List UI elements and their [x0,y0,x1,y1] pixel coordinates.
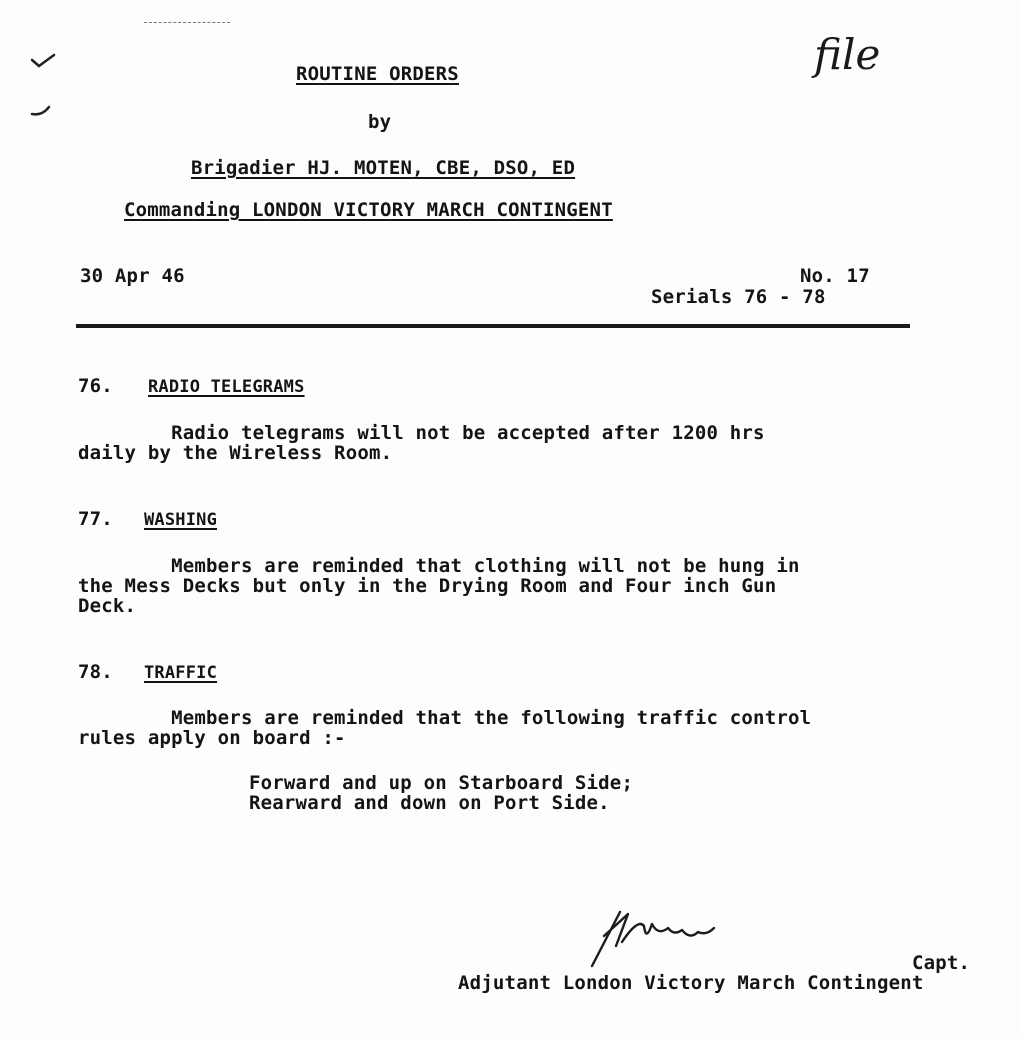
order-heading-radio: RADIO TELEGRAMS [148,377,305,397]
signature-title: Adjutant London Victory March Contingent [458,973,924,993]
tick-mark-icon [30,104,52,118]
order-76-line-1: Radio telegrams will not be accepted after 1200 hrs [78,422,765,444]
order-76-line-2: daily by the Wireless Room. [78,442,393,464]
order-number-77: 77. [78,508,113,530]
issuer-line: Brigadier HJ. MOTEN, CBE, DSO, ED [191,157,576,179]
header-divider [76,324,910,328]
command-line: Commanding LONDON VICTORY MARCH CONTINGENT [124,199,613,221]
order-heading-traffic: TRAFFIC [144,663,218,683]
order-number-78: 78. [78,661,113,683]
signature-rank: Capt. [912,952,971,974]
traffic-rule-1: Forward and up on Starboard Side; [249,772,634,794]
order-78-line-1: Members are reminded that the following traffic control [78,707,812,729]
order-78-line-2: rules apply on board :- [78,727,346,749]
handwritten-signature [586,906,736,970]
order-77-line-2: the Mess Decks but only in the Drying Room and Four inch Gun [78,575,777,597]
order-number-76: 76. [78,375,113,397]
order-serials: Serials 76 - 78 [651,286,826,308]
by-line: by [368,111,392,133]
order-77-line-3: Deck. [78,595,137,617]
order-date: 30 Apr 46 [80,265,185,287]
order-heading-washing: WASHING [144,510,218,530]
page-title: ROUTINE ORDERS [296,63,459,85]
handwritten-file-note: file [814,30,881,79]
traffic-rule-2: Rearward and down on Port Side. [249,792,610,814]
order-77-line-1: Members are reminded that clothing will not be hung in [78,555,800,577]
check-mark-icon [30,52,56,70]
top-dash-mark [144,22,230,24]
order-number: No. 17 [800,265,870,287]
